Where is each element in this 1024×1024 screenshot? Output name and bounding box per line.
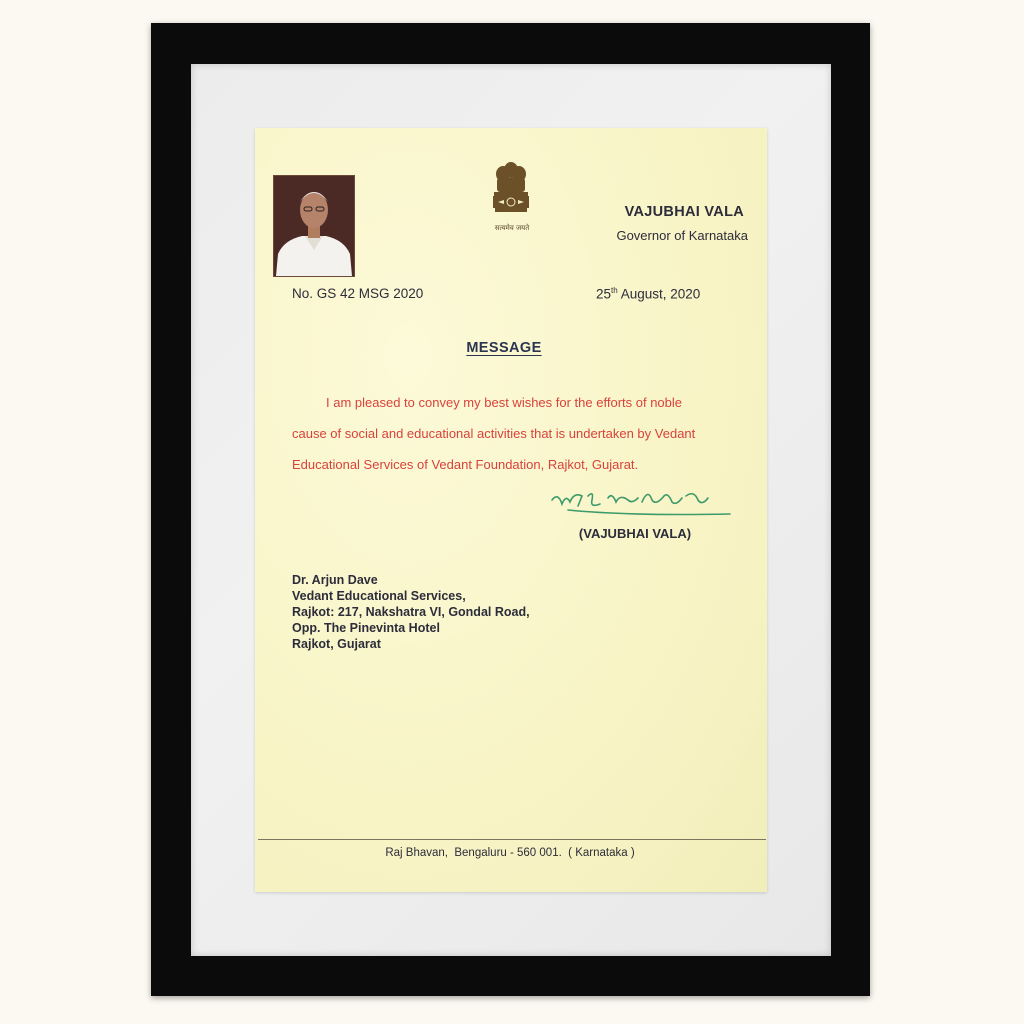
message-heading: MESSAGE — [466, 340, 542, 356]
governor-name: VAJUBHAI VALA — [624, 204, 744, 220]
recipient-line: Dr. Arjun Dave — [292, 573, 378, 587]
governor-photo — [273, 175, 355, 277]
date-suffix: th — [611, 286, 618, 295]
recipient-line: Rajkot: 217, Nakshatra VI, Gondal Road, — [292, 605, 530, 619]
recipient-line: Vedant Educational Services, — [292, 589, 466, 603]
footer-divider — [258, 839, 766, 840]
footer-address: Raj Bhavan, Bengaluru - 560 001. ( Karnataka ) — [385, 847, 635, 859]
recipient-line: Rajkot, Gujarat — [292, 637, 381, 651]
letter-date — [596, 286, 700, 302]
signature-icon — [548, 484, 734, 524]
reference-number: No. GS 42 MSG 2020 — [292, 286, 424, 301]
message-line: cause of social and educational activities that is undertaken by Vedant — [292, 426, 696, 441]
date-rest: August, 2020 — [617, 286, 701, 302]
emblem-motto: सत्यमेव जयते — [494, 224, 530, 232]
governor-title: Governor of Karnataka — [616, 228, 748, 243]
date-day: 25 — [596, 286, 612, 302]
signatory-name: (VAJUBHAI VALA) — [578, 526, 692, 541]
recipient-line: Opp. The Pinevinta Hotel — [292, 621, 440, 635]
message-line: Educational Services of Vedant Foundation, Rajkot, Gujarat. — [292, 457, 639, 472]
message-line: I am pleased to convey my best wishes for the efforts of noble — [326, 395, 683, 410]
national-emblem-icon — [489, 160, 533, 232]
